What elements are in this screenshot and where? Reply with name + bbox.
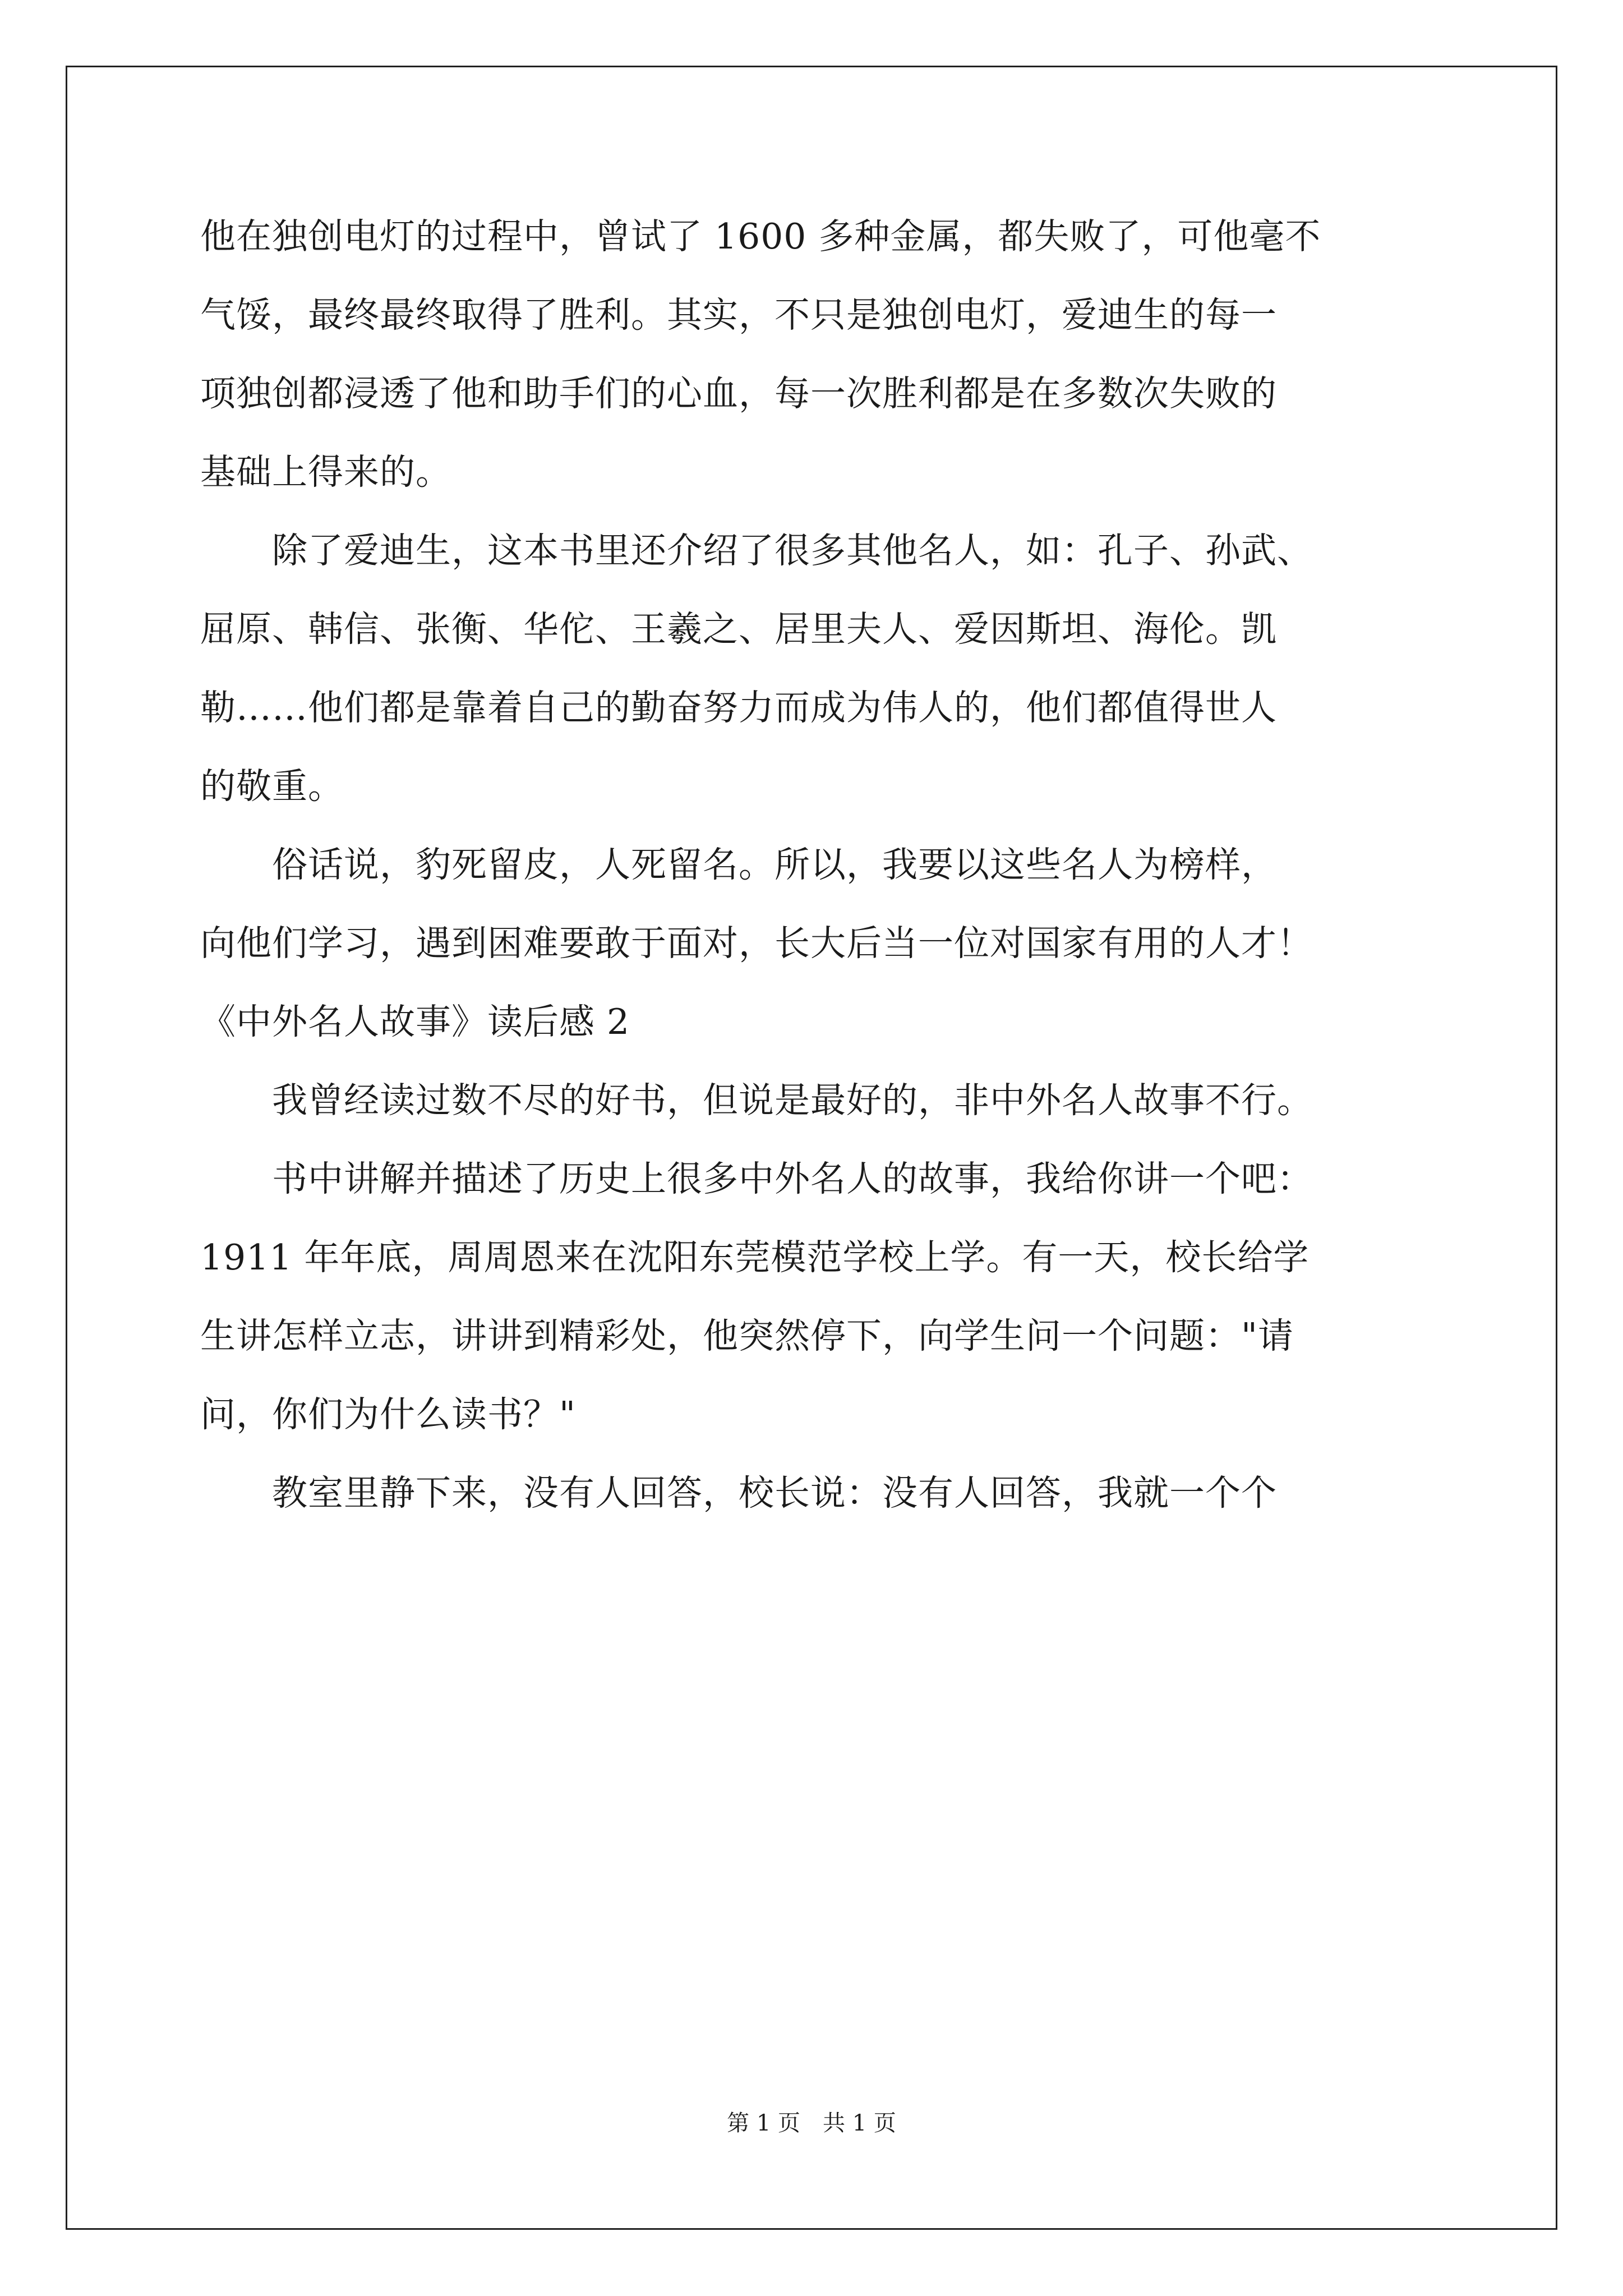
body-line: 问，你们为什么读书？" xyxy=(200,1394,576,1435)
body-line: 勒……他们都是靠着自己的勤奋努力而成为伟人的，他们都值得世人 xyxy=(200,687,1277,728)
body-line: 教室里静下来，没有人回答，校长说：没有人回答，我就一个个 xyxy=(200,1473,1277,1513)
body-line: 屈原、韩信、张衡、华佗、王羲之、居里夫人、爱因斯坦、海伦。凯 xyxy=(200,609,1277,650)
body-line: 除了爱迪生，这本书里还介绍了很多其他名人，如：孔子、孙武、 xyxy=(200,530,1313,571)
body-line: 书中讲解并描述了历史上很多中外名人的故事，我给你讲一个吧： xyxy=(200,1158,1313,1199)
body-line: 生讲怎样立志，讲讲到精彩处，他突然停下，向学生问一个问题："请 xyxy=(200,1315,1294,1356)
body-line: 我曾经读过数不尽的好书，但说是最好的，非中外名人故事不行。 xyxy=(200,1080,1313,1121)
body-line: 气馁，最终最终取得了胜利。其实，不只是独创电灯，爱迪生的每一 xyxy=(200,295,1277,335)
body-line: 的敬重。 xyxy=(200,766,344,807)
body-line: 1911 年年底，周周恩来在沈阳东莞模范学校上学。有一天，校长给学 xyxy=(200,1237,1310,1278)
body-line: 项独创都浸透了他和助手们的心血，每一次胜利都是在多数次失败的 xyxy=(200,373,1277,414)
body-line: 俗话说，豹死留皮，人死留名。所以，我要以这些名人为榜样， xyxy=(200,844,1277,885)
body-line: 他在独创电灯的过程中，曾试了 1600 多种金属，都失败了，可他毫不 xyxy=(200,216,1321,257)
body-line: 向他们学习，遇到困难要敢于面对，长大后当一位对国家有用的人才！ xyxy=(200,923,1313,964)
section-heading: 《中外名人故事》读后感 2 xyxy=(200,1001,630,1042)
body-line: 基础上得来的。 xyxy=(200,452,451,493)
page-footer: 第 1 页 共 1 页 xyxy=(727,2110,896,2136)
